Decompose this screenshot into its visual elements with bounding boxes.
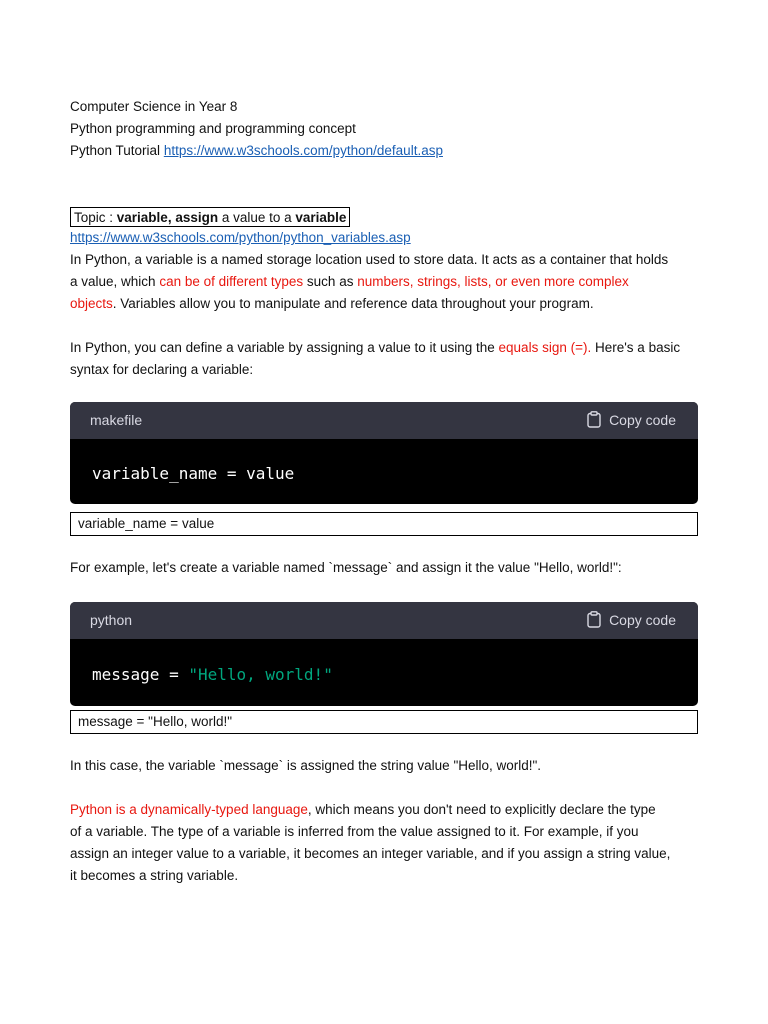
para2-line2: syntax for declaring a variable: (70, 362, 254, 377)
variables-link[interactable]: https://www.w3schools.com/python/python_variables.asp (70, 230, 411, 245)
variables-link-line (70, 227, 411, 249)
topic-bold-2: variable (295, 210, 347, 225)
topic-middle: a value to a (218, 210, 296, 225)
para3: For example, let's create a variable named `message` and assign it the value "Hello, world!": (70, 560, 622, 575)
topic-box (70, 207, 350, 227)
para2-text: Here's a basic (591, 340, 681, 355)
plain-code-box-2: message = "Hello, world!" (70, 710, 698, 734)
para5-line4: it becomes a string variable. (70, 868, 239, 883)
para1-text: . Variables allow you to manipulate and reference data throughout your program. (112, 296, 594, 311)
code-content (70, 639, 698, 706)
clipboard-icon (587, 611, 601, 628)
course-subtitle: Python programming and programming concept (70, 121, 356, 136)
code-variable: message = (92, 665, 189, 684)
para1-text: a value, which (70, 274, 160, 289)
plain-code-box-1: variable_name = value (70, 512, 698, 536)
para1-highlight-types: can be of different types (159, 274, 304, 289)
copy-code-label: Copy code (609, 411, 676, 428)
para1-line3 (70, 293, 594, 315)
copy-code-button[interactable] (587, 411, 676, 428)
para5-line1 (70, 799, 656, 821)
code-language-label: makefile (90, 412, 143, 428)
topic-prefix: Topic : (74, 210, 117, 225)
para1-highlight-examples: numbers, strings, lists, or even more complex (357, 274, 629, 289)
para4: In this case, the variable `message` is assigned the string value "Hello, world!". (70, 758, 542, 773)
topic-bold-1: variable, assign (116, 210, 219, 225)
para5-line2: of a variable. The type of a variable is inferred from the value assigned to it. For example, if you (70, 824, 639, 839)
para1-line1: In Python, a variable is a named storage location used to store data. It acts as a container that holds (70, 252, 669, 267)
para5-line3: assign an integer value to a variable, it becomes an integer variable, and if you assign a string value, (70, 846, 671, 861)
code-content: variable_name = value (92, 464, 295, 483)
copy-code-label: Copy code (609, 611, 676, 628)
code-header (70, 602, 698, 639)
code-block-makefile (70, 402, 698, 504)
code-header (70, 402, 698, 439)
tutorial-label: Python Tutorial (70, 143, 164, 158)
tutorial-line (70, 140, 443, 162)
para1-text: such as (303, 274, 358, 289)
copy-code-button[interactable] (587, 611, 676, 628)
clipboard-icon (587, 411, 601, 428)
para1-highlight-objects: objects (70, 296, 113, 311)
code-string: "Hello, world!" (188, 665, 333, 684)
code-language-label: python (90, 612, 133, 628)
para5-highlight: Python is a dynamically-typed language (70, 802, 308, 817)
para5-text: , which means you don't need to explicitly declare the type (307, 802, 656, 817)
para1-line2 (70, 271, 629, 293)
course-title: Computer Science in Year 8 (70, 99, 238, 114)
para2-text: In Python, you can define a variable by assigning a value to it using the (70, 340, 499, 355)
para2-line1 (70, 337, 680, 359)
code-block-python (70, 602, 698, 706)
tutorial-link[interactable]: https://www.w3schools.com/python/default.asp (163, 143, 443, 158)
para2-highlight-equals: equals sign (=). (498, 340, 592, 355)
